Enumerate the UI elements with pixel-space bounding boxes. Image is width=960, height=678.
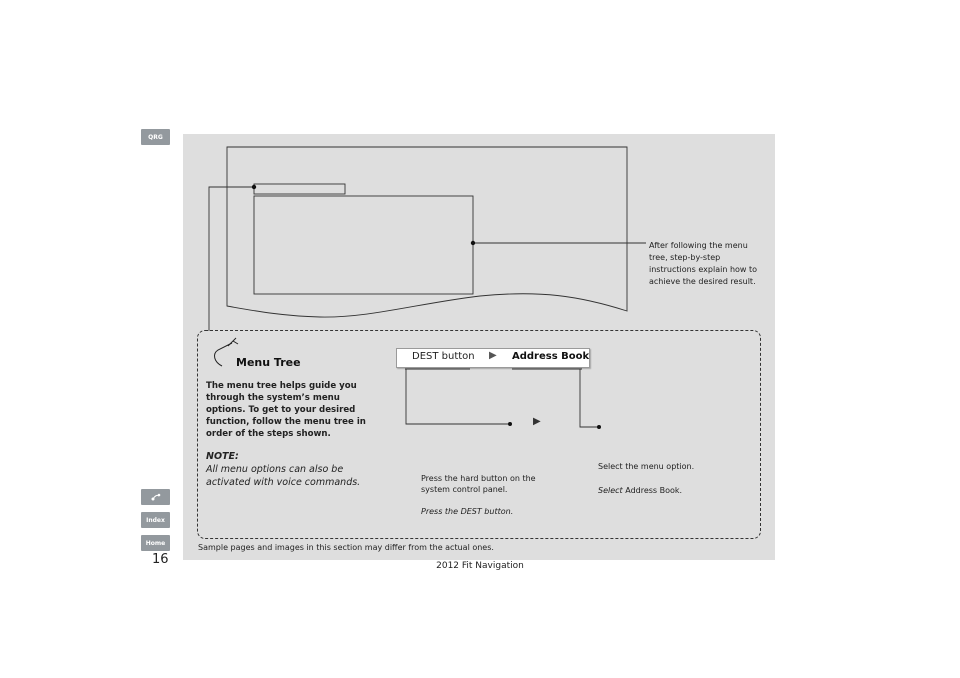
- step-arrow-icon: ▶: [533, 416, 541, 427]
- press-dest-note: Press the DEST button.: [421, 507, 514, 516]
- dest-button-label: DEST button: [412, 351, 475, 362]
- right-leader-dot: [471, 241, 475, 245]
- qrg-tab[interactable]: QRG: [141, 129, 170, 145]
- header-box: [254, 184, 345, 194]
- home-tab[interactable]: Home: [141, 535, 170, 551]
- page-outline: [227, 147, 627, 317]
- page-footer: 2012 Fit Navigation: [436, 561, 524, 571]
- note-label: NOTE:: [206, 451, 239, 462]
- arrow-right-icon: ▶: [489, 350, 497, 361]
- menu-tree-title: Menu Tree: [236, 356, 301, 369]
- left-leader-dot: [252, 185, 256, 189]
- select-address-note: [598, 486, 682, 495]
- page-number: 16: [152, 552, 169, 567]
- result-callout: After following the menu tree, step-by-step instructions explain how to achieve the desired result.: [649, 241, 758, 286]
- sample-note: Sample pages and images in this section may differ from the actual ones.: [198, 543, 494, 552]
- note-text: All menu options can also be activated with voice commands.: [206, 464, 361, 488]
- select-prefix: Select: [598, 486, 623, 495]
- address-book-label: Address Book: [512, 351, 590, 362]
- select-item: Address Book: [625, 486, 680, 495]
- index-tab[interactable]: Index: [141, 512, 170, 528]
- select-suffix: .: [679, 486, 683, 495]
- press-hard-note: Press the hard button on the system control panel.: [421, 474, 536, 494]
- menu-tree-description: The menu tree helps guide you through the system’s menu options. To get to your desired function, follow the menu tree in order of the steps shown.: [206, 381, 366, 439]
- content-box: [254, 196, 473, 294]
- select-menu-note: Select the menu option.: [598, 462, 695, 471]
